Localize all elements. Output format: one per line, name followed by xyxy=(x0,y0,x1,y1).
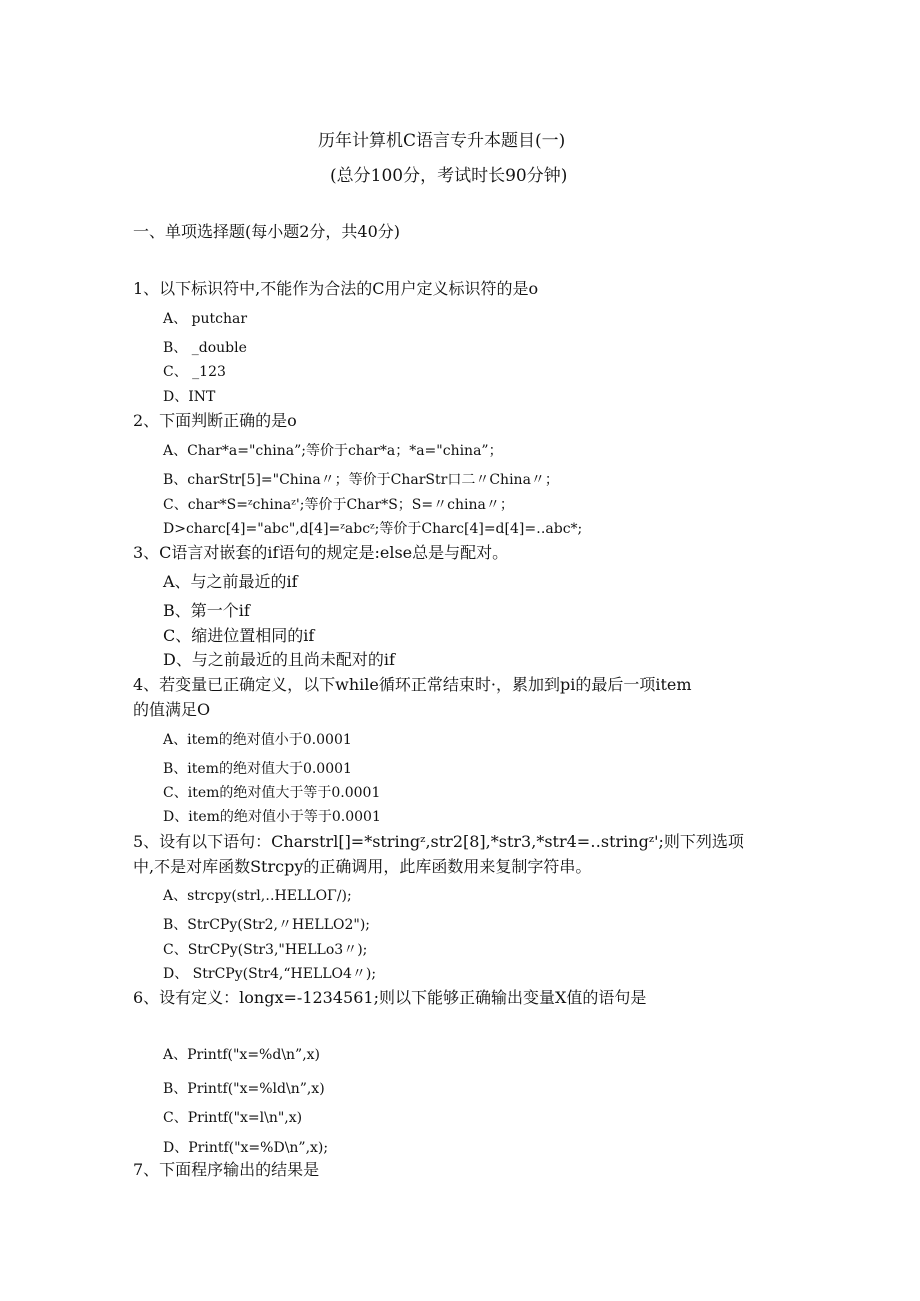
question-2-option-d: D>charc[4]="abc",d[4]=ᶻabcᶻ;等价于Charc[4]=d[4]=‥abc*; xyxy=(163,521,583,537)
page-title: 历年计算机C语言专升本题目(一) xyxy=(318,131,566,151)
question-5-option-c: C、StrCPy(Str3,"HELLo3〃); xyxy=(163,942,368,958)
question-1-stem: 1、以下标识符中,不能作为合法的C用户定义标识符的是o xyxy=(133,279,539,298)
question-5-option-a: A、strcpy(strl,‥HELLOΓ∕); xyxy=(163,888,352,904)
question-6-option-c: C、Printf("x=l\n",x) xyxy=(163,1110,303,1126)
question-5-stem-line-2: 中,不是对库函数Strcpy的正确调用，此库函数用来复制字符串。 xyxy=(133,857,592,876)
question-5-option-b: B、StrCPy(Str2,〃HELLO2"); xyxy=(163,917,370,933)
question-3-stem: 3、C语言对嵌套的if语句的规定是:else总是与配对。 xyxy=(133,543,509,562)
question-2-option-c: C、char*S=ᶻchinaᶻ';等价于Char*S；S=〃china〃； xyxy=(163,497,514,513)
question-6-option-b: B、Printf("x=%ld\n”,x) xyxy=(163,1081,325,1097)
question-4-option-b: B、item的绝对值大于0.0001 xyxy=(163,761,352,777)
question-4-stem-line-2: 的值满足O xyxy=(133,700,211,719)
question-7-stem: 7、下面程序输出的结果是 xyxy=(133,1160,320,1179)
question-3-option-b: B、第一个if xyxy=(163,601,250,620)
question-2-option-b: B、charStr[5]="China〃；等价于CharStr口二〃China〃； xyxy=(163,472,559,488)
question-3-option-c: C、缩进位置相同的if xyxy=(163,626,315,645)
question-6-stem: 6、设有定义：longx=-1234561;则以下能够正确输出变量X值的语句是 xyxy=(133,988,647,1007)
question-3-option-d: D、与之前最近的且尚未配对的if xyxy=(163,650,395,669)
question-1-option-c: C、 _123 xyxy=(163,364,226,380)
question-3-option-a: A、与之前最近的if xyxy=(163,572,298,591)
question-1-option-a: A、 putchar xyxy=(163,311,248,327)
question-6-option-a: A、Printf("x=%d\n”,x) xyxy=(163,1047,321,1063)
question-6-option-d: D、Printf("x=%D\n”,x); xyxy=(163,1140,329,1156)
question-4-stem-line-1: 4、若变量已正确定义，以下while循环正常结束时·，累加到pi的最后一项item xyxy=(133,675,692,694)
question-2-option-a: A、Char*a="china”;等价于char*a；*a="china”； xyxy=(163,443,503,459)
question-5-option-d: D、 StrCPy(Str4,“HELLO4〃); xyxy=(163,966,377,982)
question-5-stem-line-1: 5、设有以下语句：Charstrl[]=*stringᶻ,str2[8],*str3,*str4=‥stringᶻ';则下列选项 xyxy=(133,832,744,851)
section-heading: 一、单项选择题(每小题2分，共40分) xyxy=(133,222,401,241)
question-1-option-d: D、INT xyxy=(163,389,216,405)
question-4-option-a: A、item的绝对值小于0.0001 xyxy=(163,732,352,748)
question-4-option-c: C、item的绝对值大于等于0.0001 xyxy=(163,785,381,801)
page-subtitle: (总分100分，考试时长90分钟) xyxy=(330,166,568,186)
question-1-option-b: B、 _double xyxy=(163,340,247,356)
question-2-stem: 2、下面判断正确的是o xyxy=(133,411,297,430)
question-4-option-d: D、item的绝对值小于等于0.0001 xyxy=(163,809,381,825)
